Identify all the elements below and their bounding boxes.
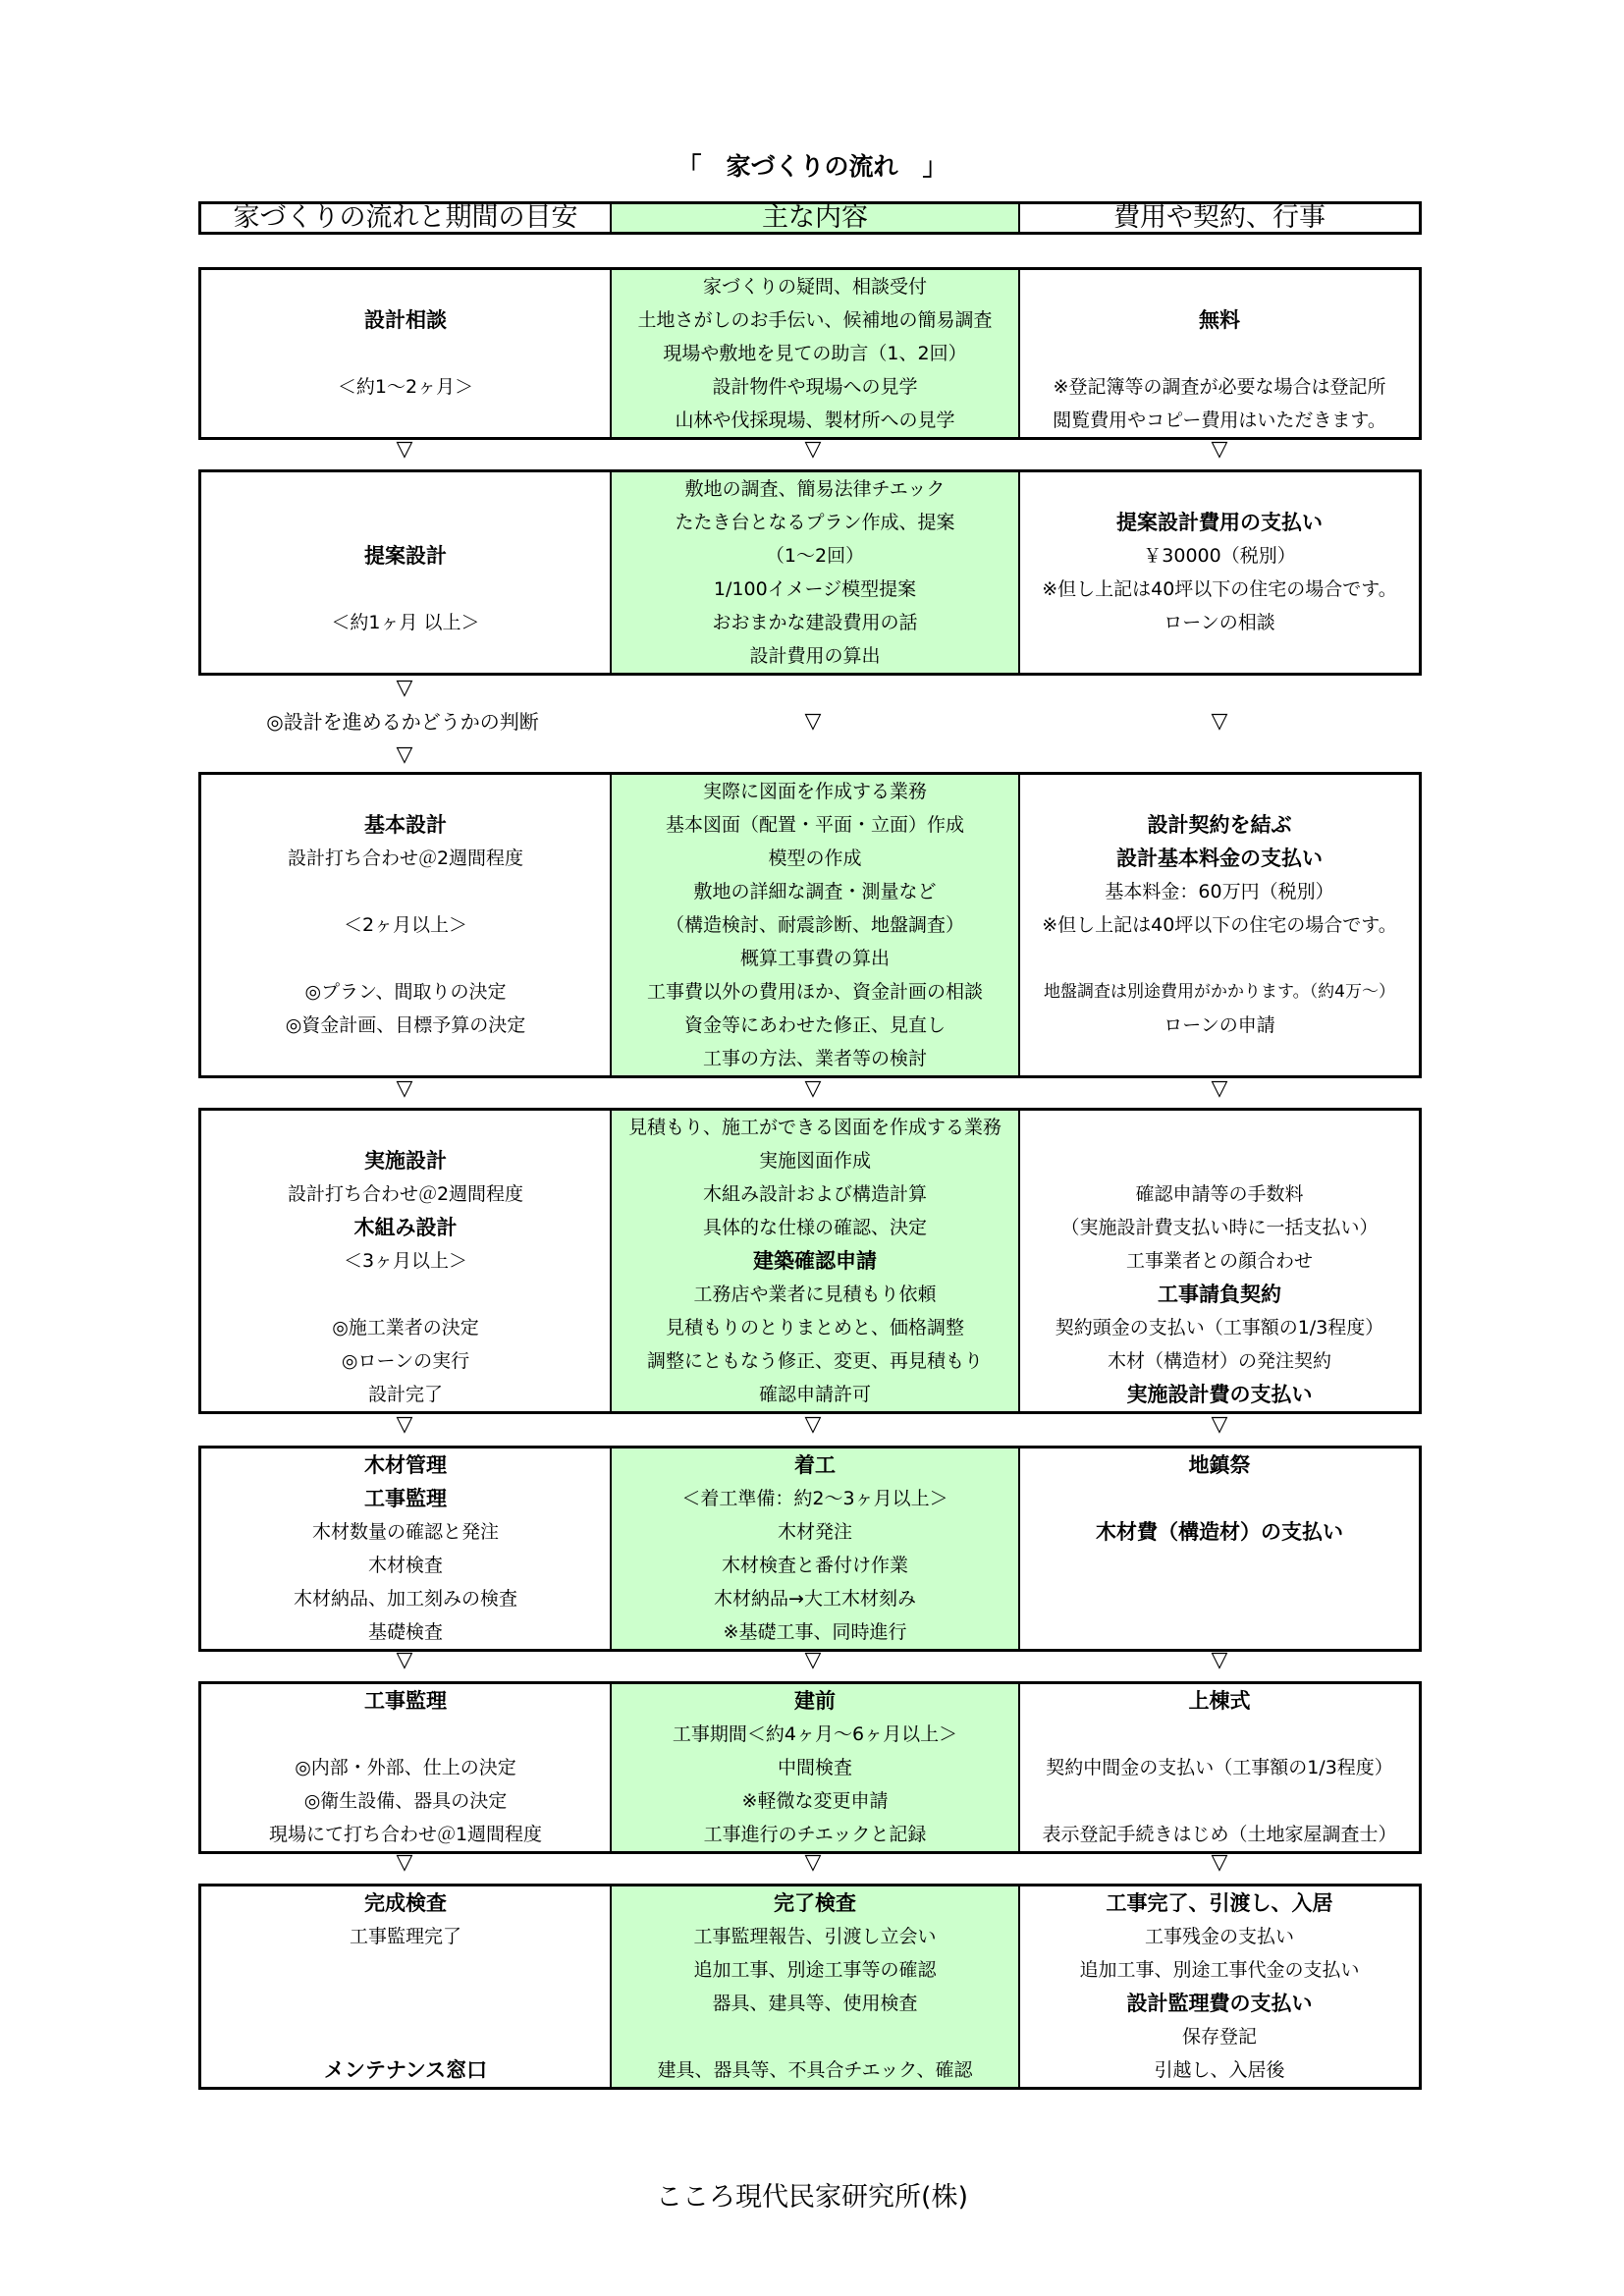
content-item: 工事進行のチエックと記録 — [703, 1824, 927, 1845]
cell-text: ◎内部・外部、仕上の決定 — [295, 1757, 516, 1778]
period-column — [201, 775, 612, 1075]
down-arrow-icon: ▽ — [1211, 709, 1228, 734]
step-block-completion — [198, 1884, 1422, 2090]
down-arrow-icon: ▽ — [804, 1076, 822, 1101]
cost-column — [1020, 1886, 1419, 2087]
content-column — [612, 1111, 1020, 1411]
down-arrow-icon: ▽ — [804, 1412, 822, 1437]
step-title: 工事監理 — [364, 1689, 447, 1713]
cell-text: ◎ローンの実行 — [341, 1350, 470, 1372]
cell-text — [1020, 472, 1419, 506]
cost-column — [1020, 775, 1419, 1075]
cell-text: 木材検査 — [367, 1555, 443, 1576]
period-column — [201, 1684, 612, 1851]
cost-highlight: 地鎮祭 — [1188, 1453, 1251, 1477]
cost-note: 地盤調査は別途費用がかかります。（約4万～） — [1044, 982, 1395, 1002]
step-title: メンテナンス窓口 — [323, 2058, 488, 2082]
cost-amount: 基本料金：60万円（税別） — [1105, 881, 1334, 902]
cost-highlight: 設計基本料金の支払い — [1116, 847, 1323, 870]
cell-text: 保存登記 — [1181, 2026, 1257, 2048]
cost-highlight: 上棟式 — [1188, 1689, 1251, 1713]
cell-text: 木材（構造材）の発注契約 — [1107, 1350, 1331, 1372]
cell-text: 設計完了 — [367, 1384, 443, 1405]
down-arrow-icon: ▽ — [396, 1076, 413, 1101]
cell-text — [201, 639, 610, 673]
cell-text: ◎施工業者の決定 — [332, 1317, 479, 1339]
cost-note: 閲覧費用やコピー費用はいただきます。 — [1053, 410, 1386, 431]
cost-column — [1020, 1449, 1419, 1649]
content-item: 確認申請許可 — [758, 1384, 871, 1405]
content-highlight: 着工 — [794, 1453, 836, 1477]
cost-column — [1020, 472, 1419, 673]
cell-text — [201, 875, 610, 908]
content-item: 実際に図面を作成する業務 — [702, 781, 927, 802]
cell-text: 確認申請等の手数料 — [1135, 1183, 1304, 1205]
cell-text — [201, 1987, 610, 2020]
down-arrow-icon: ▽ — [804, 1850, 822, 1875]
cell-text: 表示登記手続きはじめ（土地家屋調査士） — [1042, 1824, 1397, 1845]
period-column — [201, 472, 612, 673]
content-item: 調整にともなう修正、変更、再見積もり — [646, 1350, 983, 1372]
content-item: 木材発注 — [777, 1521, 852, 1543]
content-item: 具体的な仕様の確認、決定 — [702, 1217, 927, 1238]
header-cost: 費用や契約、行事 — [1113, 202, 1326, 233]
down-arrow-icon: ▽ — [804, 1648, 822, 1672]
content-item — [612, 2020, 1018, 2053]
cost-column — [1020, 1684, 1419, 1851]
cell-text: ◎衛生設備、器具の決定 — [303, 1790, 508, 1812]
cost-highlight: 実施設計費の支払い — [1126, 1383, 1313, 1406]
cost-highlight: 設計契約を結ぶ — [1147, 813, 1292, 837]
cell-text — [201, 506, 610, 539]
cell-text: 工事残金の支払い — [1144, 1926, 1294, 1947]
content-column — [612, 1684, 1020, 1851]
cell-text — [201, 404, 610, 437]
content-item: ※基礎工事、同時進行 — [723, 1621, 907, 1643]
content-item: 概算工事費の算出 — [739, 948, 890, 969]
cell-text — [1020, 1549, 1419, 1582]
content-item: 実施図面作成 — [758, 1150, 871, 1172]
period-column — [201, 1886, 612, 2087]
content-item: 土地さがしのお手伝い、候補地の簡易調査 — [637, 309, 993, 331]
page-title: 「 家づくりの流れ 」 — [677, 152, 947, 181]
step-title: 工事監理 — [364, 1487, 447, 1510]
content-item: おおまかな建設費用の話 — [712, 612, 918, 633]
content-column — [612, 472, 1020, 673]
cell-text — [201, 1718, 610, 1751]
cell-text — [201, 2020, 610, 2053]
content-highlight: 建前 — [794, 1689, 836, 1713]
cell-text — [1020, 1111, 1419, 1144]
cell-text — [201, 472, 610, 506]
content-item: たたき台となるプラン作成、提案 — [675, 512, 955, 533]
cell-text: 基礎検査 — [367, 1621, 443, 1643]
content-item: （構造検討、耐震診断、地盤調査） — [665, 914, 964, 936]
content-item: 器具、建具等、使用検査 — [712, 1993, 918, 2014]
cell-text: 設計打ち合わせ＠2週間程度 — [287, 847, 524, 869]
cell-text: 現場にて打ち合わせ＠1週間程度 — [268, 1824, 543, 1845]
cost-highlight: 工事完了、引渡し、入居 — [1106, 1891, 1333, 1915]
step-title: 完成検査 — [364, 1891, 447, 1915]
cell-text — [1020, 1784, 1419, 1818]
step-title: 基本設計 — [364, 813, 447, 837]
content-item: ※軽微な変更申請 — [741, 1790, 889, 1812]
step-block-framing — [198, 1681, 1422, 1854]
cost-highlight: 提案設計費用の支払い — [1116, 511, 1323, 534]
cell-text: ローンの申請 — [1164, 1014, 1275, 1036]
content-item: 工務店や業者に見積もり依頼 — [693, 1284, 937, 1305]
cell-text — [1020, 1615, 1419, 1649]
down-arrow-icon: ▽ — [1211, 1648, 1228, 1672]
cell-text — [1020, 1718, 1419, 1751]
down-arrow-icon: ▽ — [396, 742, 413, 767]
content-highlight: 完了検査 — [774, 1891, 856, 1915]
cell-text — [1020, 1042, 1419, 1075]
content-item: 1/100イメージ模型提案 — [713, 578, 917, 600]
content-item: 工事費以外の費用ほか、資金計画の相談 — [646, 981, 983, 1003]
decision-note: ◎設計を進めるかどうかの判断 — [266, 710, 539, 734]
cost-highlight: 無料 — [1199, 308, 1240, 332]
cell-text — [1020, 1582, 1419, 1615]
down-arrow-icon: ▽ — [804, 709, 822, 734]
content-highlight: 建築確認申請 — [753, 1249, 877, 1273]
cell-text — [1020, 775, 1419, 808]
step-block-basic-design — [198, 772, 1422, 1078]
content-item: 敷地の詳細な調査・測量など — [693, 881, 937, 902]
cell-text: 木材数量の確認と発注 — [311, 1521, 499, 1543]
cell-text — [201, 942, 610, 975]
period-estimate: ＜3ヶ月以上＞ — [343, 1250, 468, 1272]
content-item: 資金等にあわせた修正、見直し — [683, 1014, 946, 1036]
content-item: 敷地の調査、簡易法律チエック — [684, 478, 946, 500]
period-estimate: ＜約1～2ヶ月＞ — [337, 376, 474, 398]
content-item: 中間検査 — [777, 1757, 852, 1778]
cell-text: ◎プラン、間取りの決定 — [304, 981, 507, 1003]
content-item: 家づくりの疑問、相談受付 — [702, 276, 927, 298]
content-item: 追加工事、別途工事等の確認 — [693, 1959, 937, 1981]
down-arrow-icon: ▽ — [396, 676, 413, 700]
content-item: ＜着工準備：約2～3ヶ月以上＞ — [681, 1488, 948, 1509]
cell-text: 契約頭金の支払い（工事額の1/3程度） — [1055, 1317, 1384, 1339]
down-arrow-icon: ▽ — [1211, 1412, 1228, 1437]
cost-amount: ￥30000（税別） — [1143, 545, 1296, 567]
cell-text — [201, 337, 610, 370]
company-name: こころ現代民家研究所(株) — [655, 2182, 969, 2213]
cell-text: 木材納品、加工刻みの検査 — [293, 1588, 517, 1610]
header-period: 家づくりの流れと期間の目安 — [201, 204, 612, 232]
period-estimate: ＜2ヶ月以上＞ — [343, 914, 468, 936]
step-block-detailed-design — [198, 1108, 1422, 1414]
period-column — [201, 270, 612, 437]
cell-text: 引越し、入居後 — [1154, 2059, 1285, 2081]
content-item: 基本図面（配置・平面・立面）作成 — [665, 814, 964, 836]
content-item: 建具、器具等、不具合チエック、確認 — [657, 2059, 973, 2081]
cell-text — [201, 573, 610, 606]
cell-text — [1020, 942, 1419, 975]
cost-highlight: 設計監理費の支払い — [1126, 1992, 1313, 2015]
cell-text: 契約中間金の支払い（工事額の1/3程度） — [1046, 1757, 1393, 1778]
content-item: 模型の作成 — [768, 847, 862, 869]
cell-text: 設計打ち合わせ＠2週間程度 — [287, 1183, 524, 1205]
content-item: 木組み設計および構造計算 — [702, 1183, 927, 1205]
content-item: 木材納品→大工木材刻み — [714, 1588, 916, 1610]
cell-text — [1020, 639, 1419, 673]
cell-text — [201, 1278, 610, 1311]
cost-highlight: 工事請負契約 — [1158, 1283, 1281, 1306]
cell-text — [201, 1953, 610, 1987]
cell-text — [201, 1042, 610, 1075]
cost-note: ※但し上記は40坪以下の住宅の場合です。 — [1042, 914, 1397, 936]
step-title: 木組み設計 — [353, 1216, 458, 1239]
step-title: 木材管理 — [364, 1453, 447, 1477]
content-column — [612, 775, 1020, 1075]
cell-text: 工事監理完了 — [349, 1926, 461, 1947]
table-header — [198, 201, 1422, 235]
content-column — [612, 270, 1020, 437]
cell-text — [201, 1111, 610, 1144]
content-column — [612, 1886, 1020, 2087]
period-column — [201, 1111, 612, 1411]
content-item: 見積もり、施工ができる図面を作成する業務 — [627, 1117, 1001, 1138]
period-estimate: ＜約1ヶ月 以上＞ — [331, 612, 480, 633]
content-item: 設計物件や現場への見学 — [712, 376, 918, 398]
down-arrow-icon: ▽ — [396, 1850, 413, 1875]
content-item: 工事期間＜約4ヶ月～6ヶ月以上＞ — [672, 1723, 958, 1745]
content-column — [612, 1449, 1020, 1649]
cost-note: ※登記簿等の調査が必要な場合は登記所 — [1053, 376, 1386, 398]
cell-text — [201, 775, 610, 808]
content-item: 工事の方法、業者等の検討 — [702, 1048, 927, 1069]
cost-note: ローンの相談 — [1164, 612, 1275, 633]
content-item: 現場や敷地を見ての助言（1、2回） — [663, 343, 967, 364]
cell-text: 追加工事、別途工事代金の支払い — [1079, 1959, 1360, 1981]
cost-note: （実施設計費支払い時に一括支払い） — [1060, 1217, 1379, 1238]
content-item: 山林や伐採現場、製材所への見学 — [675, 410, 955, 431]
cell-text — [1020, 1144, 1419, 1177]
step-title: 実施設計 — [364, 1149, 447, 1173]
step-title: 設計相談 — [364, 308, 447, 332]
step-block-groundbreaking — [198, 1446, 1422, 1652]
down-arrow-icon: ▽ — [396, 437, 413, 462]
cell-text — [1020, 337, 1419, 370]
content-item: 木材検査と番付け作業 — [721, 1555, 908, 1576]
step-block-consultation — [198, 267, 1422, 440]
cost-highlight: 木材費（構造材）の支払い — [1096, 1520, 1343, 1544]
cell-text: ◎資金計画、目標予算の決定 — [285, 1014, 526, 1036]
content-item: （1～2回） — [765, 545, 865, 567]
period-column — [201, 1449, 612, 1649]
cost-note: ※但し上記は40坪以下の住宅の場合です。 — [1042, 578, 1397, 600]
down-arrow-icon: ▽ — [1211, 1076, 1228, 1101]
cell-text — [201, 270, 610, 303]
cost-column — [1020, 1111, 1419, 1411]
down-arrow-icon: ▽ — [804, 437, 822, 462]
cell-text — [1020, 1482, 1419, 1515]
cell-text — [1020, 270, 1419, 303]
down-arrow-icon: ▽ — [396, 1412, 413, 1437]
content-item: 工事監理報告、引渡し立会い — [693, 1926, 937, 1947]
cost-column — [1020, 270, 1419, 437]
down-arrow-icon: ▽ — [1211, 1850, 1228, 1875]
step-title: 提案設計 — [364, 544, 447, 568]
content-item: 見積もりのとりまとめと、価格調整 — [665, 1317, 964, 1339]
down-arrow-icon: ▽ — [1211, 437, 1228, 462]
step-block-proposal — [198, 469, 1422, 676]
down-arrow-icon: ▽ — [396, 1648, 413, 1672]
header-content: 主な内容 — [612, 204, 1020, 232]
content-item: 設計費用の算出 — [749, 645, 881, 667]
cell-text: 工事業者との顔合わせ — [1125, 1250, 1313, 1272]
